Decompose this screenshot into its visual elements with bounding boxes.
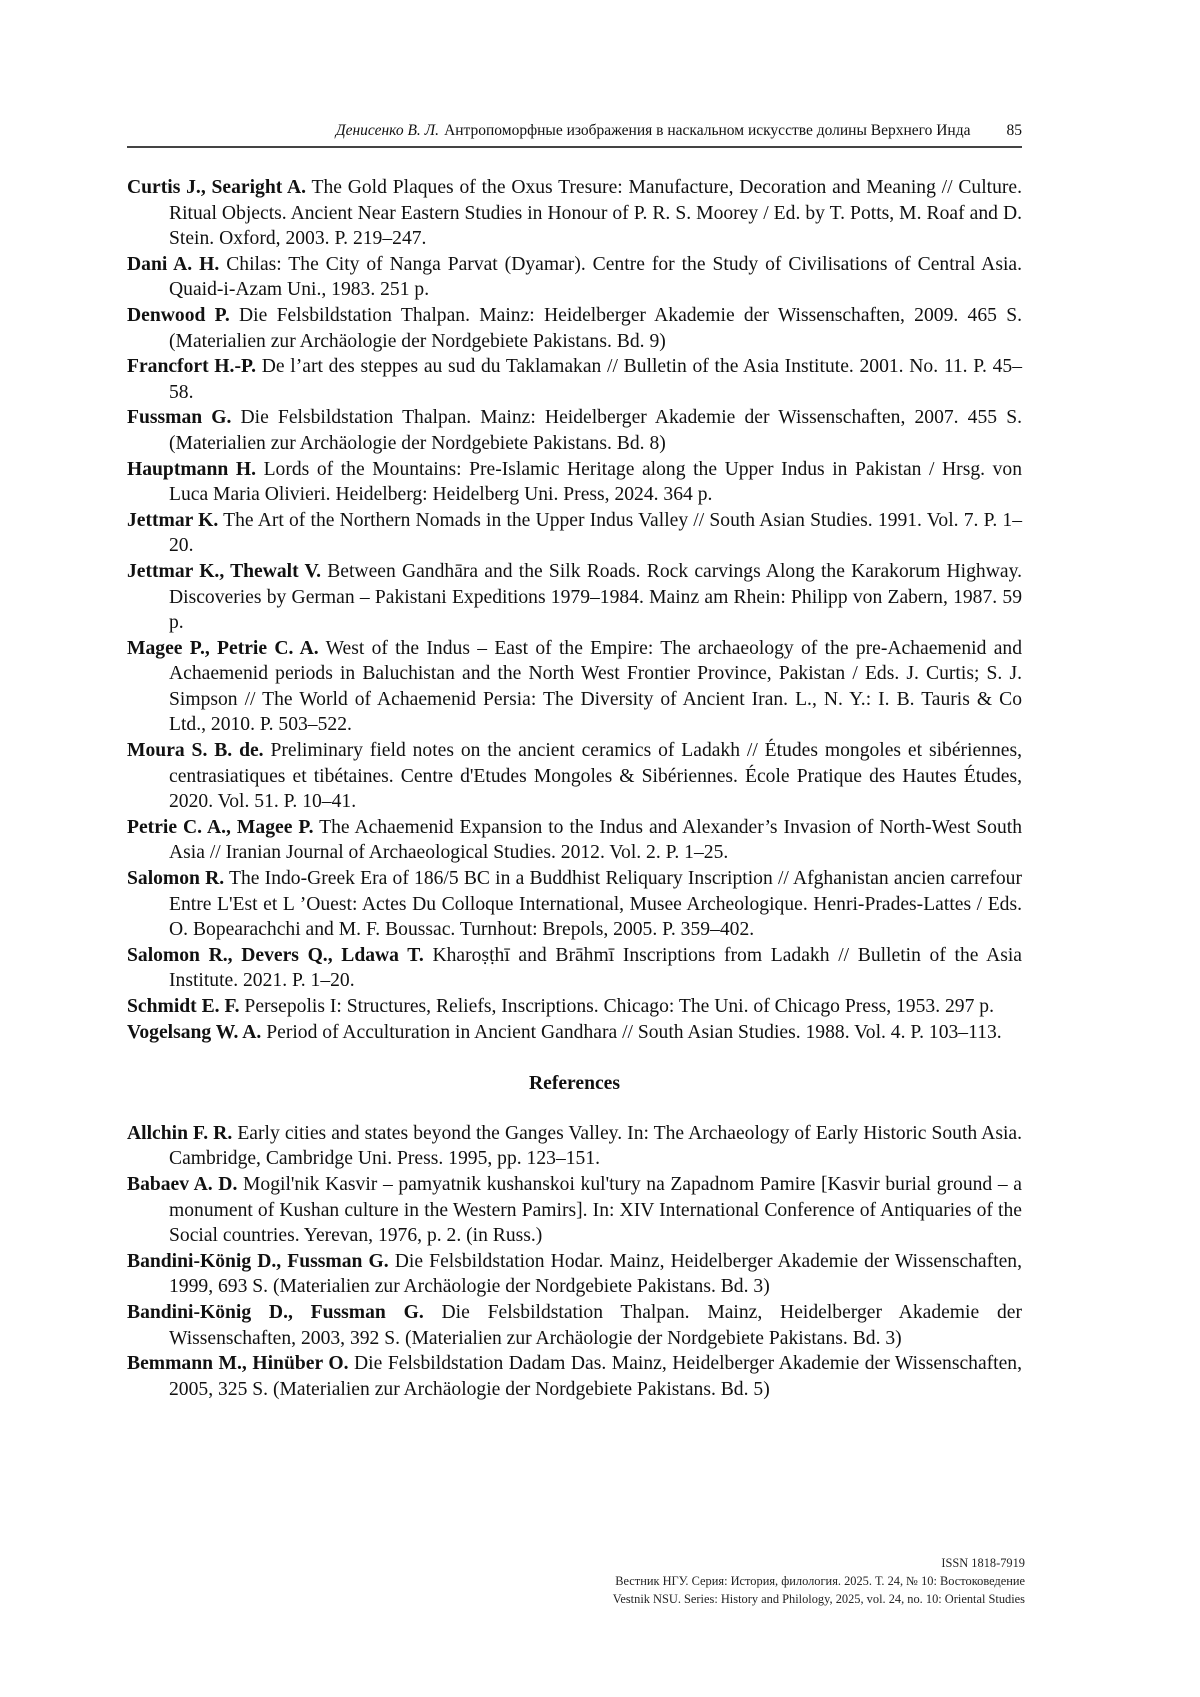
reference-text: The Art of the Northern Nomads in the Upper Indus Valley // South Asian Studies. 1991. Vol. 7. P. 1–20. [169, 509, 1022, 557]
reference-text: Die Felsbildstation Dadam Das. Mainz, Heidelberger Akademie der Wissenschaften, 2005, 325 S. (Materialien zur Archäologie der Nordgebiete Pakistans. Bd. 5) [169, 1353, 1022, 1400]
reference-text: Kharoṣṭhī and Brāhmī Inscriptions from Ladakh // Bulletin of the Asia Institute. 2021. P. 1–20. [169, 944, 1022, 992]
reference-entry [127, 559, 1022, 636]
reference-author: Petrie C. A., Magee P. [127, 816, 314, 838]
reference-author: Salomon R. [127, 868, 225, 890]
journal-footer [613, 1554, 1025, 1608]
reference-author: Magee P., Petrie C. A. [127, 637, 319, 659]
bibliography-list [127, 175, 1022, 1045]
reference-text: West of the Indus – East of the Empire: The archaeology of the pre-Achaemenid and Achaemenid periods in Baluchistan and the North West Frontier Province, Pakistan / Eds. J. Curtis; S. J. Simpson // The World of Achaemenid Persia: The Diversity of Ancient Iran. L., N. Y.: I. B. Tauris & Co Ltd., 2010. P. 503–522. [169, 637, 1022, 736]
reference-entry [127, 1121, 1022, 1172]
page-number: 85 [1006, 122, 1022, 139]
reference-entry [127, 1351, 1022, 1402]
reference-author: Moura S. B. de. [127, 740, 264, 762]
reference-text: Between Gandhāra and the Silk Roads. Rock carvings Along the Karakorum Highway. Discoveries by German – Pakistani Expeditions 1979–1984. Mainz am Rhein: Philipp von Zabern, 1987. 59 p. [169, 560, 1022, 634]
reference-author: Denwood P. [127, 304, 230, 326]
reference-text: Die Felsbildstation Thalpan. Mainz: Heidelberger Akademie der Wissenschaften, 2007. 455 S. (Materialien zur Archäologie der Nordgebiete Pakistans. Bd. 8) [169, 407, 1022, 454]
reference-author: Bandini-König D., Fussman G. [127, 1250, 389, 1272]
reference-author: Jettmar K., Thewalt V. [127, 560, 322, 582]
footer-journal-ru: Вестник НГУ. Серия: История, филология. 2025. Т. 24, № 10: Востоковедение [615, 1574, 1025, 1588]
reference-author: Hauptmann H. [127, 458, 256, 480]
reference-entry [127, 943, 1022, 994]
reference-entry [127, 815, 1022, 866]
footer-journal-en: Vestnik NSU. Series: History and Philology, 2025, vol. 24, no. 10: Oriental Studies [612, 1592, 1025, 1606]
reference-entry [127, 354, 1022, 405]
header-title: Антропоморфные изображения в наскальном искусстве долины Верхнего Инда [444, 122, 971, 139]
reference-text: The Indo-Greek Era of 186/5 BC in a Buddhist Reliquary Inscription // Afghanistan ancien carrefour Entre L'Est et L ’Ouest: Actes Du Colloque International, Musee Archeologique. Henri-Prades-Lattes / Eds. O. Bopearachchi and M. F. Boussac. Turnhout: Brepols, 2005. P. 359–402. [169, 868, 1022, 941]
reference-text: De l’art des steppes au sud du Taklamakan // Bulletin of the Asia Institute. 2001. No. 11. P. 45–58. [169, 356, 1022, 403]
reference-text: Die Felsbildstation Thalpan. Mainz, Heidelberger Akademie der Wissenschaften, 2003, 392 S. (Materialien zur Archäologie der Nordgebiete Pakistans. Bd. 3) [169, 1301, 1022, 1349]
reference-entry [127, 175, 1022, 252]
reference-text: Early cities and states beyond the Ganges Valley. In: The Archaeology of Early Historic South Asia. Cambridge, Cambridge Uni. Press. 1995, pp. 123–151. [169, 1122, 1022, 1170]
reference-entry [127, 866, 1022, 943]
references-heading: References [528, 1073, 621, 1095]
reference-entry [127, 457, 1022, 508]
reference-text: The Gold Plaques of the Oxus Tresure: Manufacture, Decoration and Meaning // Culture. Ritual Objects. Ancient Near Eastern Studies in Honour of P. R. S. Moorey / Ed. by T. Potts, M. Roaf and D. Stein. Oxford, 2003. P. 219–247. [169, 177, 1023, 250]
reference-entry [127, 1249, 1022, 1300]
reference-entry [127, 508, 1022, 559]
references-list [127, 1121, 1022, 1403]
reference-entry [127, 994, 1022, 1020]
reference-text: Preliminary field notes on the ancient ceramics of Ladakh // Études mongoles et sibériennes, centrasiatiques et tibétaines. Centre d'Etudes Mongoles & Sibériennes. École Pratique des Hautes Études, 2020. Vol. 51. P. 10–41. [169, 740, 1022, 813]
reference-author: Fussman G. [127, 407, 232, 429]
reference-text: Persepolis I: Structures, Reliefs, Inscriptions. Chicago: The Uni. of Chicago Press, 1953. 297 p. [244, 996, 994, 1017]
reference-author: Salomon R., Devers Q., Ldawa T. [127, 944, 424, 966]
reference-entry [127, 636, 1022, 738]
reference-entry [127, 1300, 1022, 1351]
reference-entry [127, 738, 1022, 815]
reference-entry [127, 252, 1022, 303]
reference-text: The Achaemenid Expansion to the Indus and Alexander’s Invasion of North-West South Asia // Iranian Journal of Archaeological Studies. 2012. Vol. 2. P. 1–25. [169, 816, 1022, 864]
reference-text: Die Felsbildstation Hodar. Mainz, Heidelberger Akademie der Wissenschaften, 1999, 693 S. (Materialien zur Archäologie der Nordgebiete Pakistans. Bd. 3) [169, 1250, 1022, 1298]
reference-author: Babaev A. D. [127, 1173, 238, 1195]
reference-entry [127, 1020, 1022, 1046]
header-authors: Денисенко В. Л. [335, 122, 440, 139]
reference-text: Period of Acculturation in Ancient Gandhara // South Asian Studies. 1988. Vol. 4. P. 103–113. [266, 1021, 1002, 1043]
reference-author: Vogelsang W. A. [127, 1021, 262, 1043]
footer-issn: ISSN 1818-7919 [941, 1556, 1025, 1570]
reference-entry [127, 405, 1022, 456]
running-header [127, 122, 1022, 148]
reference-author: Allchin F. R. [127, 1122, 233, 1144]
reference-author: Curtis J., Searight A. [127, 177, 307, 198]
reference-author: Francfort H.-P. [127, 356, 257, 378]
reference-entry [127, 303, 1022, 354]
reference-entry [127, 1172, 1022, 1249]
reference-author: Bandini-König D., Fussman G. [127, 1301, 424, 1323]
reference-author: Dani A. H. [127, 253, 220, 275]
reference-text: Die Felsbildstation Thalpan. Mainz: Heidelberger Akademie der Wissenschaften, 2009. 465 S. (Materialien zur Archäologie der Nordgebiete Pakistans. Bd. 9) [169, 304, 1023, 352]
reference-author: Bemmann M., Hinüber O. [127, 1353, 349, 1375]
reference-author: Schmidt E. F. [127, 996, 240, 1017]
reference-author: Jettmar K. [127, 509, 219, 531]
reference-text: Lords of the Mountains: Pre-Islamic Heritage along the Upper Indus in Pakistan / Hrsg. von Luca Maria Olivieri. Heidelberg: Heidelberg Uni. Press, 2024. 364 p. [169, 458, 1022, 506]
reference-text: Chilas: The City of Nanga Parvat (Dyamar). Centre for the Study of Civilisations of Central Asia. Quaid-i-Azam Uni., 1983. 251 p. [169, 253, 1022, 301]
reference-text: Mogil'nik Kasvir – pamyatnik kushanskoi kul'tury na Zapadnom Pamire [Kasvir burial ground – a monument of Kushan culture in the Western Pamirs]. In: XIV International Conference of Antiquaries of the Social countries. Yerevan, 1976, p. 2. (in Russ.) [169, 1173, 1022, 1247]
page-content [127, 175, 1022, 1402]
